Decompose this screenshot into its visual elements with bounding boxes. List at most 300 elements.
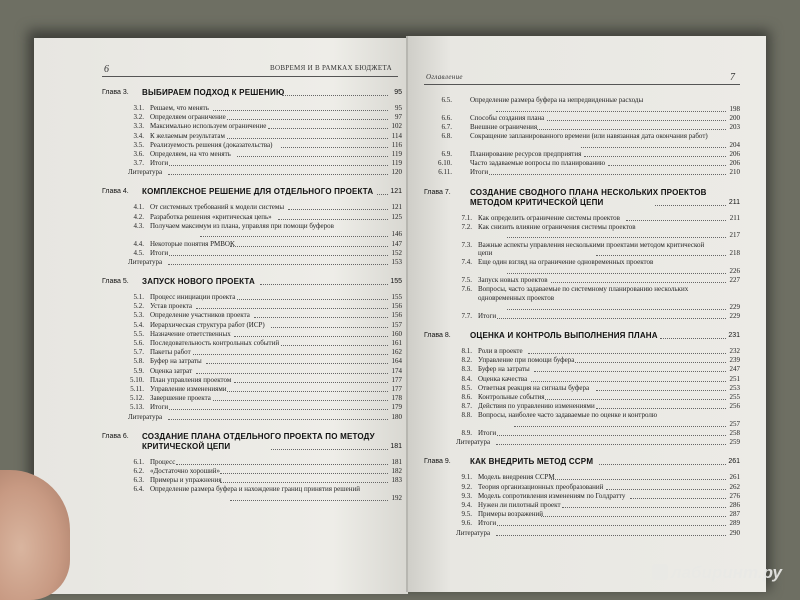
- toc-entry: [122, 458, 402, 467]
- toc-entry-page: 119: [391, 159, 402, 168]
- dotted-leader: [377, 188, 388, 195]
- toc-entry-number: 6.9.: [441, 150, 452, 158]
- toc-entry-number: 5.9.: [133, 366, 144, 375]
- toc-entry-number: 5.2.: [133, 302, 144, 311]
- toc-entry-number: 9.3.: [461, 491, 472, 500]
- literature-label: Литература: [456, 528, 491, 537]
- toc-entry-title: «Достаточно хороший»: [150, 466, 221, 475]
- toc-entry-number: 7.4.: [461, 258, 472, 267]
- toc-entry-title: Важные аспекты управления несколькими проектами методом критической цепи: [478, 240, 705, 258]
- toc-entry-title: Оценка качества: [478, 374, 528, 383]
- toc-entry: [450, 501, 740, 510]
- toc-entry: [122, 394, 402, 403]
- dotted-leader: [562, 501, 726, 508]
- dotted-leader: [547, 114, 726, 121]
- toc-entry: [450, 393, 740, 402]
- dotted-leader: [507, 267, 726, 274]
- dotted-leader: [234, 330, 388, 337]
- toc-entry: [122, 293, 402, 302]
- toc-entry-page: 204: [729, 140, 740, 149]
- literature-page: 120: [391, 168, 402, 177]
- dotted-leader: [497, 429, 726, 436]
- toc-entry-number: 6.1.: [133, 457, 144, 466]
- toc-entry-number: 3.6.: [133, 150, 144, 158]
- toc-entry-number: 5.3.: [133, 311, 144, 320]
- toc-entry: [122, 249, 402, 258]
- dotted-leader: [278, 213, 388, 220]
- toc-entry-page: 286: [729, 501, 740, 509]
- toc-entry-number: 4.2.: [133, 212, 144, 221]
- toc-entry: [122, 122, 402, 131]
- dotted-leader: [541, 510, 726, 517]
- dotted-leader: [237, 150, 388, 157]
- toc-entry-number: 9.4.: [461, 501, 472, 509]
- toc-entry-title: Реализуемость решения (доказательства): [150, 140, 273, 149]
- toc-entry-page: 276: [729, 491, 740, 500]
- toc-entry: [430, 123, 740, 132]
- dotted-leader: [507, 231, 726, 238]
- toc-entry-number: 8.4.: [461, 374, 472, 383]
- toc-entry-page: 200: [729, 113, 740, 122]
- toc-entry-title: Еще один взгляд на ограничение одновременных проектов: [478, 258, 654, 267]
- toc-entry: [122, 213, 402, 222]
- toc-entry-page: 192: [391, 493, 402, 502]
- dotted-leader: [599, 458, 726, 465]
- toc-entry: [122, 367, 402, 376]
- dotted-leader: [596, 249, 726, 256]
- toc-entry: [122, 302, 402, 311]
- toc-entry-page: 257: [729, 419, 740, 428]
- toc-entry: [122, 132, 402, 141]
- toc-entry: [430, 150, 740, 159]
- toc-entry-title: Теория организационных преобразований: [478, 482, 604, 491]
- toc-entry-number: 4.4.: [133, 239, 144, 248]
- toc-entry-page: 152: [391, 248, 402, 257]
- chapter-heading: [424, 331, 740, 341]
- toc-entry: [450, 483, 740, 492]
- toc-entry-title: Вопросы, часто задаваемые по системному планированию нескольких одновременных проектов: [478, 285, 689, 302]
- toc-entry-page: 179: [391, 403, 402, 412]
- toc-entry: [122, 330, 402, 339]
- chapter-page: 95: [394, 89, 402, 96]
- chapter-title: СОЗДАНИЕ СВОДНОГО ПЛАНА НЕСКОЛЬКИХ ПРОЕКТОВ МЕТОДОМ КРИТИЧЕСКОЙ ЦЕПИ: [470, 187, 707, 207]
- dotted-leader: [281, 339, 388, 346]
- toc-entry-number: 5.11.: [130, 385, 144, 393]
- dotted-leader: [234, 376, 388, 383]
- toc-entry-title: Получаем максимум из плана, управляя при помощи буферов: [150, 221, 334, 230]
- dotted-leader: [507, 303, 726, 310]
- toc-entry: [122, 476, 402, 485]
- toc-entry-title: Ответная реакция на сигналы буфера: [478, 383, 590, 392]
- dotted-leader: [230, 240, 388, 247]
- toc-entry-title: Как снизить влияние ограничения системы проектов: [478, 222, 636, 231]
- toc-entry-page: 287: [729, 510, 740, 519]
- dotted-leader: [581, 141, 726, 148]
- dotted-leader: [551, 276, 726, 283]
- toc-entry-title: Назначение ответственных: [150, 329, 231, 338]
- literature-label: Литература: [456, 438, 491, 447]
- toc-entry-page: 114: [391, 131, 402, 140]
- chapter-title: КОМПЛЕКСНОЕ РЕШЕНИЕ ДЛЯ ОТДЕЛЬНОГО ПРОЕКТА: [142, 187, 374, 197]
- toc-entry-number: 5.4.: [133, 320, 144, 329]
- toc-entry-title: Нужен ли пилотный проект: [478, 501, 561, 509]
- dotted-leader: [168, 413, 388, 420]
- right-page: [408, 36, 766, 592]
- toc-entry: [450, 258, 740, 275]
- dotted-leader: [608, 159, 726, 166]
- toc-entry: [450, 276, 740, 285]
- dotted-leader: [497, 312, 726, 319]
- toc-entry: [450, 223, 740, 240]
- toc-entry-title: Модель внедрения CCPM: [478, 473, 555, 482]
- toc-entry-number: 5.5.: [133, 329, 144, 338]
- chapter-label: Глава 5.: [102, 278, 129, 285]
- toc-entry-title: Итоги: [478, 311, 497, 320]
- toc-entry: [450, 285, 740, 311]
- toc-entry-number: 5.6.: [133, 339, 144, 347]
- dotted-leader: [596, 402, 726, 409]
- toc-entry-number: 5.13.: [130, 403, 144, 412]
- dotted-leader: [168, 168, 388, 175]
- toc-entry-number: 8.5.: [461, 383, 472, 392]
- toc-entry: [430, 159, 740, 168]
- dotted-leader: [630, 492, 726, 499]
- left-page-number: 6: [104, 64, 109, 75]
- toc-entry-title: Действия по управлению изменениями: [478, 402, 595, 411]
- chapter-heading: [102, 432, 402, 452]
- left-page: [34, 38, 408, 594]
- toc-entry-page: 218: [729, 249, 740, 258]
- literature-page: 180: [391, 412, 402, 421]
- toc-entry-title: Планирование ресурсов предприятия: [470, 150, 582, 158]
- toc-entry: [450, 365, 740, 374]
- chapter-page: 231: [728, 332, 740, 339]
- toc-entry-number: 8.7.: [461, 402, 472, 411]
- dotted-leader: [220, 467, 388, 474]
- toc-entry-number: 7.3.: [461, 240, 472, 249]
- toc-entry: [122, 150, 402, 159]
- toc-entry: [450, 241, 740, 258]
- toc-entry: [430, 168, 740, 177]
- toc-entry-page: 147: [391, 239, 402, 248]
- toc-entry-title: Управление при помощи буфера: [478, 356, 575, 365]
- chapter-heading: [424, 188, 740, 208]
- chapter-label: Глава 3.: [102, 89, 129, 96]
- toc-entry-page: 261: [729, 473, 740, 482]
- toc-entry-number: 3.3.: [133, 122, 144, 131]
- dotted-leader: [596, 384, 726, 391]
- dotted-leader: [534, 365, 726, 372]
- chapter-title: ВЫБИРАЕМ ПОДХОД К РЕШЕНИЮ: [142, 88, 285, 97]
- left-header-rule: [102, 76, 398, 77]
- dotted-leader: [169, 403, 388, 410]
- toc-entry-number: 7.7.: [461, 311, 472, 320]
- toc-entry-page: 198: [729, 104, 740, 113]
- dotted-leader: [584, 150, 726, 157]
- right-page-number: 7: [730, 72, 735, 83]
- toc-entry-page: 253: [729, 383, 740, 392]
- toc-entry-title: Примеры возражений: [478, 510, 544, 519]
- toc-entry-number: 9.1.: [461, 473, 472, 482]
- chapter-label: Глава 7.: [424, 188, 451, 196]
- dotted-leader: [176, 458, 388, 465]
- toc-entry-page: 121: [391, 203, 402, 212]
- chapter-heading: [102, 88, 402, 98]
- toc-entry-title: Оценка затрат: [150, 366, 193, 375]
- dotted-leader: [254, 311, 388, 318]
- dotted-leader: [496, 438, 726, 445]
- chapter-label: Глава 6.: [102, 432, 129, 440]
- chapter-page: 155: [390, 278, 402, 285]
- toc-entry: [122, 141, 402, 150]
- toc-entry-page: 164: [391, 357, 402, 366]
- toc-entry-page: 161: [391, 339, 402, 347]
- toc-entry-number: 3.2.: [133, 113, 144, 122]
- toc-entry: [450, 347, 740, 356]
- chapter-title: СОЗДАНИЕ ПЛАНА ОТДЕЛЬНОГО ПРОЕКТА ПО МЕТОДУ КРИТИЧЕСКОЙ ЦЕПИ: [142, 431, 375, 451]
- toc-entry-title: Некоторые понятия PMBOK: [150, 239, 236, 248]
- toc-entry-number: 6.11.: [438, 168, 452, 177]
- toc-entry-number: 6.3.: [133, 476, 144, 484]
- toc-entry-number: 8.3.: [461, 365, 472, 374]
- toc-entry-number: 7.1.: [461, 213, 472, 222]
- toc-entry-number: 3.1.: [133, 104, 144, 112]
- literature-label: Литература: [128, 168, 163, 177]
- dotted-leader: [606, 483, 726, 490]
- dotted-leader: [271, 443, 388, 450]
- toc-entry-page: 206: [729, 159, 740, 168]
- toc-entry-page: 229: [729, 302, 740, 311]
- dotted-leader: [655, 199, 726, 206]
- chapter-page: 121: [390, 188, 402, 196]
- dotted-leader: [496, 529, 726, 536]
- toc-entry-number: 7.2.: [461, 222, 472, 231]
- toc-entry-number: 6.7.: [441, 123, 452, 131]
- chapter-title: ЗАПУСК НОВОГО ПРОЕКТА: [142, 277, 255, 286]
- toc-entry: [122, 159, 402, 168]
- right-running-head: Оглавление: [426, 73, 463, 81]
- chapter-label: Глава 4.: [102, 188, 129, 196]
- toc-entry-title: Решаем, что менять: [150, 104, 209, 112]
- toc-entry-number: 6.10.: [438, 159, 452, 168]
- toc-entry-title: Вопросы, наиболее часто задаваемые по оценке и контролю: [478, 411, 658, 420]
- toc-entry-number: 4.1.: [133, 203, 144, 212]
- dotted-leader: [514, 420, 726, 427]
- toc-entry-number: 4.3.: [133, 221, 144, 230]
- toc-entry-title: Часто задаваемые вопросы по планированию: [470, 159, 606, 168]
- literature-label: Литература: [128, 412, 163, 421]
- chapter-page: 181: [390, 442, 402, 450]
- dotted-leader: [660, 332, 726, 339]
- toc-entry-title: Итоги: [150, 403, 169, 412]
- toc-entry-page: 146: [391, 230, 402, 239]
- toc-entry-title: Внешние ограничения: [470, 123, 538, 131]
- chapter-heading: [102, 187, 402, 197]
- toc-entry-title: Процесс инициации проекта: [150, 293, 236, 301]
- toc-entry-title: Итоги: [150, 248, 169, 257]
- toc-entry-number: 7.6.: [461, 285, 472, 294]
- toc-entry-title: Определяем, на что менять: [150, 150, 231, 158]
- dotted-leader: [169, 159, 388, 166]
- dotted-leader: [206, 357, 388, 364]
- toc-entry-page: 226: [729, 266, 740, 275]
- toc-entry: [430, 114, 740, 123]
- toc-entry-page: 256: [729, 402, 740, 411]
- chapter-title: КАК ВНЕДРИТЬ МЕТОД CCPM: [470, 457, 594, 467]
- left-running-head: ВОВРЕМЯ И В РАМКАХ БЮДЖЕТА: [270, 64, 393, 72]
- toc-entry-number: 4.5.: [133, 248, 144, 257]
- toc-entry: [450, 473, 740, 482]
- toc-entry-number: 6.8.: [441, 132, 452, 141]
- toc-entry-title: Сокращение запланированного времени (или навязанная дата окончания работ): [470, 132, 708, 141]
- toc-entry-page: 177: [391, 385, 402, 393]
- toc-entry-title: Управление изменениями: [150, 385, 227, 393]
- toc-entry-page: 258: [729, 429, 740, 438]
- toc-entry-title: Модель сопротивления изменениям по Голдратту: [478, 491, 626, 500]
- toc-entry-title: Разработка решения «критическая цепь»: [150, 212, 272, 221]
- toc-entry-number: 8.2.: [461, 356, 472, 365]
- toc-entry-number: 6.5.: [441, 96, 452, 104]
- toc-entry-page: 247: [729, 365, 740, 374]
- toc-entry-number: 3.5.: [133, 140, 144, 149]
- chapter-page: 261: [728, 458, 740, 466]
- dotted-leader: [227, 385, 388, 392]
- toc-entry-title: Пакеты работ: [150, 348, 191, 357]
- toc-entry-number: 3.7.: [133, 159, 144, 168]
- toc-entry-title: Буфер на затраты: [478, 365, 530, 374]
- dotted-leader: [626, 214, 726, 221]
- toc-entry: [122, 311, 402, 320]
- dotted-leader: [288, 203, 388, 210]
- toc-entry-page: 211: [729, 213, 740, 222]
- toc-entry-page: 251: [729, 374, 740, 383]
- literature-page: 290: [729, 528, 740, 537]
- toc-entry: [122, 467, 402, 476]
- toc-entry-page: 155: [391, 293, 402, 301]
- toc-entry-page: 156: [391, 302, 402, 311]
- chapter-heading: [102, 277, 402, 287]
- toc-entry-title: Итоги: [478, 519, 497, 528]
- toc-entry: [122, 104, 402, 113]
- dotted-leader: [193, 348, 388, 355]
- dotted-leader: [545, 393, 726, 400]
- dotted-leader: [200, 230, 388, 237]
- toc-entry: [430, 132, 740, 149]
- toc-entry: [450, 492, 740, 501]
- dotted-leader: [268, 122, 388, 129]
- toc-entry-title: Итоги: [150, 159, 169, 168]
- toc-entry-number: 9.2.: [461, 482, 472, 491]
- dotted-leader: [169, 249, 388, 256]
- dotted-leader: [227, 132, 388, 139]
- dotted-leader: [260, 278, 388, 285]
- toc-entry-title: Запуск новых проектов: [478, 276, 548, 285]
- toc-entry-title: Итоги: [470, 168, 489, 177]
- toc-entry-number: 6.4.: [133, 485, 144, 494]
- labirint-watermark: [652, 563, 782, 583]
- chapter-label: Глава 9.: [424, 458, 451, 466]
- dotted-leader: [227, 113, 388, 120]
- toc-entry-page: 227: [729, 276, 740, 285]
- toc-entry-title: Процесс: [150, 457, 176, 466]
- toc-entry-number: 5.1.: [133, 293, 144, 301]
- toc-entry: [450, 510, 740, 519]
- toc-entry-page: 229: [729, 311, 740, 320]
- dotted-leader: [528, 347, 726, 354]
- dotted-leader: [537, 123, 726, 130]
- toc-entry-title: Как определить ограничение системы проектов: [478, 213, 620, 222]
- toc-entry: [122, 385, 402, 394]
- toc-entry-page: 178: [391, 394, 402, 403]
- dotted-leader: [196, 367, 388, 374]
- toc-entry: [122, 203, 402, 212]
- chapter-label: Глава 8.: [424, 332, 451, 339]
- toc-entry-number: 5.8.: [133, 357, 144, 366]
- toc-entry: [122, 113, 402, 122]
- toc-entry-title: Завершение проекта: [150, 394, 211, 403]
- toc-entry-page: 255: [729, 393, 740, 401]
- toc-entry-title: Примеры и упражнения: [150, 476, 222, 484]
- toc-entry-number: 7.5.: [461, 276, 472, 285]
- dotted-leader: [281, 141, 388, 148]
- labirint-logo-icon: [652, 564, 668, 580]
- toc-entry: [122, 403, 402, 412]
- toc-entry: [122, 357, 402, 366]
- dotted-leader: [220, 476, 388, 483]
- toc-entry-number: 8.6.: [461, 393, 472, 401]
- chapter-title: ОЦЕНКА И КОНТРОЛЬ ВЫПОЛНЕНИЯ ПЛАНА: [470, 331, 658, 340]
- toc-entry: [122, 376, 402, 385]
- toc-entry-title: Буфер на затраты: [150, 357, 202, 366]
- toc-entry-title: Последовательность контрольных событий: [150, 339, 280, 347]
- watermark-text: лабиринт.ру: [671, 563, 782, 582]
- toc-entry-title: От системных требований к модели системы: [150, 203, 285, 212]
- toc-entry-number: 3.4.: [133, 131, 144, 140]
- toc-entry-title: Роли в проекте: [478, 347, 523, 355]
- toc-entry: [450, 402, 740, 411]
- toc-entry-title: Определение размера буфера на непредвиденные расходы: [470, 96, 644, 104]
- toc-entry: [122, 240, 402, 249]
- dotted-leader: [496, 105, 726, 112]
- toc-entry-title: Иерархическая структура работ (ИСР): [150, 320, 265, 329]
- literature-page: 259: [729, 438, 740, 447]
- toc-entry-page: 210: [729, 168, 740, 177]
- toc-entry-title: План управления проектом: [150, 375, 232, 384]
- dotted-leader: [531, 375, 726, 382]
- toc-entry-title: К желаемым результатам: [150, 131, 225, 140]
- dotted-leader: [575, 356, 726, 363]
- toc-entry-page: 97: [395, 113, 402, 122]
- toc-entry: [122, 321, 402, 330]
- toc-entry-page: 181: [391, 457, 402, 466]
- toc-entry: [450, 429, 740, 438]
- toc-entry-title: Способы создания плана: [470, 113, 545, 122]
- toc-entry-page: 125: [391, 212, 402, 221]
- dotted-leader: [213, 394, 388, 401]
- toc-entry-number: 8.1.: [461, 347, 472, 355]
- toc-entry: [450, 519, 740, 528]
- toc-entry-number: 8.9.: [461, 429, 472, 438]
- dotted-leader: [489, 168, 726, 175]
- dotted-leader: [271, 321, 388, 328]
- toc-entry-page: 119: [391, 150, 402, 158]
- toc-entry-number: 5.10.: [130, 375, 144, 384]
- toc-entry: [450, 356, 740, 365]
- dotted-leader: [196, 302, 388, 309]
- toc-entry-page: 232: [729, 347, 740, 355]
- toc-entry: [122, 485, 402, 502]
- toc-entry-number: 5.7.: [133, 348, 144, 357]
